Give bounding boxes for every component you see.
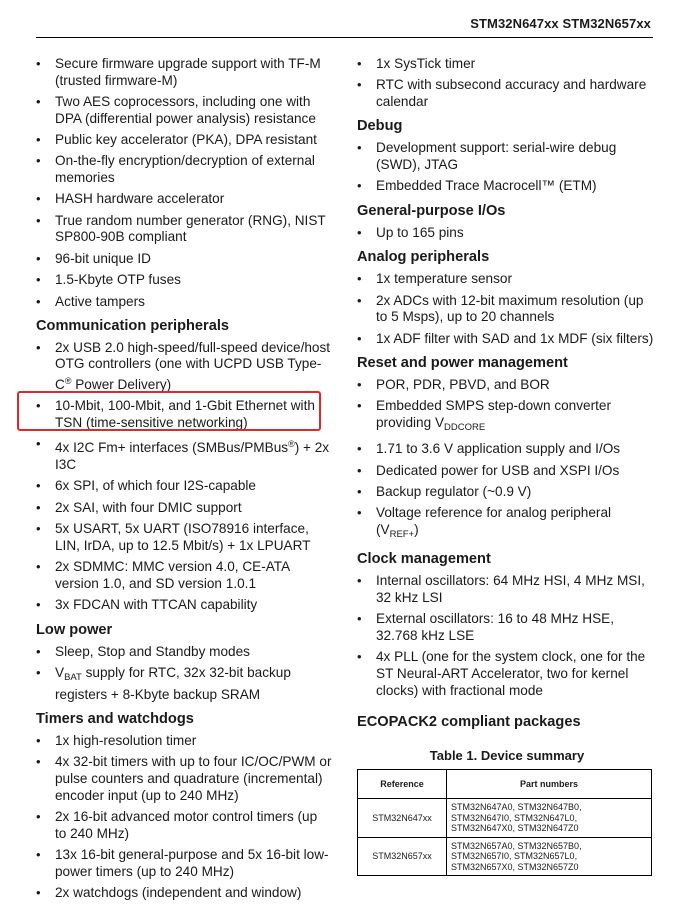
right-column — [357, 56, 657, 876]
page-header-title: STM32N647xx STM32N657xx — [470, 16, 651, 31]
list-item-text: 96-bit unique ID — [55, 250, 151, 266]
list-item-text: Embedded Trace Macrocell™ (ETM) — [376, 178, 597, 194]
list-item-text: 2x SDMMC: MMC version 4.0, CE-ATA version 1.0, and SD version 1.0.1 — [55, 559, 290, 591]
list-item-text: 4x I2C Fm+ interfaces (SMBus/PMBus — [55, 440, 289, 456]
security-list — [36, 56, 332, 310]
subscript: REF+ — [389, 529, 415, 541]
list-item: • 1.71 to 3.6 V application supply and I/Os — [357, 441, 621, 457]
list-item: • Up to 165 pins — [357, 224, 464, 240]
list-item: • Sleep, Stop and Standby modes — [36, 643, 250, 659]
table-title: Table 1. Device summary — [429, 748, 585, 764]
list-item: • True random number generator (RNG), NIST SP800-90B compliant — [36, 212, 326, 245]
table-cell-parts — [447, 799, 652, 838]
list-item-text: Internal oscillators: 64 MHz HSI, 4 MHz MSI, 32 kHz LSI — [376, 573, 645, 606]
list-item: • 1x high-resolution timer — [36, 732, 197, 748]
table-row — [358, 837, 652, 876]
list-item-text: 4x 32-bit timers with up to four IC/OC/PWM or pulse counters and quadrature (incremental) encoder input (up to 240 MHz) — [55, 754, 332, 803]
list-item: • $V_{BAT}$ supply for RTC, 32x 32-bit backup registers + 8-Kbyte backup SRAM — [36, 664, 291, 702]
section-heading-debug: Debug — [357, 118, 403, 135]
list-item-text: 2x USB 2.0 high-speed/full-speed device/host OTG controllers (one with UCPD USB Type-C — [55, 339, 331, 393]
table-cell-reference: STM32N647xx — [358, 799, 447, 838]
list-item: • On-the-fly encryption/decryption of external memories — [36, 153, 315, 185]
list-item: • 6x SPI, of which four I2S-capable — [36, 478, 256, 494]
debug-list — [357, 140, 657, 195]
section-heading-analog: Analog peripherals — [357, 249, 490, 266]
list-item-text: Active tampers — [55, 293, 145, 309]
list-item-text: 2x watchdogs (independent and window) — [55, 884, 302, 900]
timers-continued-list — [357, 56, 657, 111]
list-item-text: 5x USART, 5x UART (ISO78916 interface, LIN, IrDA, up to 12.5 Mbit/s) + 1x LPUART — [55, 521, 311, 553]
list-item: • POR, PDR, PBVD, and BOR — [357, 376, 550, 392]
list-item-text: POR, PDR, PBVD, and BOR — [376, 376, 550, 392]
list-item-text: 2x SAI, with four DMIC support — [55, 499, 242, 515]
list-item-text: Up to 165 pins — [376, 224, 464, 240]
list-item: • Development support: serial-wire debug (SWD), JTAG — [357, 140, 617, 172]
list-item: • External oscillators: 16 to 48 MHz HSE, 32.768 kHz LSE — [357, 611, 614, 644]
list-item: • Active tampers — [36, 293, 145, 309]
list-item: • 1x SysTick timer — [357, 56, 476, 71]
list-item: • RTC with subsecond accuracy and hardware calendar — [357, 77, 647, 109]
list-item-text: 1.71 to 3.6 V application supply and I/Os — [376, 441, 621, 457]
list-item: • Two AES coprocessors, including one with DPA (differential power analysis) resistance — [36, 93, 316, 126]
list-item-text: 3x FDCAN with TTCAN capability — [55, 597, 258, 613]
list-item-text: 10-Mbit, 100-Mbit, and 1-Gbit Ethernet with TSN (time-sensitive networking) — [55, 398, 315, 431]
list-item-text: External oscillators: 16 to 48 MHz HSE, 32.768 kHz LSE — [376, 611, 614, 644]
list-item: • 2x 16-bit advanced motor control timers (up to 240 MHz) — [36, 808, 318, 841]
list-item: • 1x ADF filter with SAD and 1x MDF (six filters) — [357, 330, 654, 346]
left-column — [36, 56, 332, 906]
column-header-part-numbers: Part numbers — [447, 770, 652, 799]
part-number-line: STM32N657A0, STM32N657B0, — [451, 840, 582, 851]
list-item: • 2x ADCs with 12-bit maximum resolution (up to 5 Msps), up to 20 channels — [357, 292, 644, 325]
list-item-text: 1x SysTick timer — [376, 56, 476, 71]
reset-power-list — [357, 377, 657, 544]
device-summary-table — [357, 769, 652, 876]
list-item-text: V — [55, 664, 65, 680]
part-number-line: STM32N647X0, STM32N647Z0 — [451, 823, 579, 834]
list-item-text: 1x high-resolution timer — [55, 732, 197, 748]
list-item-text: Dedicated power for USB and XSPI I/Os — [376, 462, 620, 478]
list-item-text: ) + 2x I3C — [55, 440, 330, 473]
list-item-text: HASH hardware accelerator — [55, 191, 225, 207]
list-item-text: supply for RTC, 32x 32-bit backup registers + 8-Kbyte backup SRAM — [55, 664, 291, 702]
list-item: • 13x 16-bit general-purpose and 5x 16-bit low-power timers (up to 240 MHz) — [36, 846, 329, 879]
list-item-text: RTC with subsecond accuracy and hardware calendar — [376, 77, 647, 109]
section-heading-reset-power: Reset and power management — [357, 354, 568, 371]
list-item-text: 1.5-Kbyte OTP fuses — [55, 272, 181, 288]
highlight-box — [17, 391, 321, 431]
list-item-text: Power Delivery) — [71, 377, 172, 393]
registered-mark: ® — [288, 439, 295, 450]
table-cell-parts — [447, 837, 652, 876]
table-row — [358, 799, 652, 838]
list-item: • Embedded Trace Macrocell™ (ETM) — [357, 178, 597, 194]
part-number-line: STM32N647I0, STM32N647L0, — [451, 812, 578, 823]
part-number-line: STM32N657I0, STM32N657L0, — [451, 851, 578, 862]
list-item: • 1x temperature sensor — [357, 271, 513, 287]
list-item-text: On-the-fly encryption/decryption of external memories — [55, 153, 315, 185]
subscript: BAT — [64, 671, 82, 683]
list-item-text: ) — [414, 522, 419, 538]
low-power-list — [36, 644, 332, 704]
part-number-line: STM32N657X0, STM32N657Z0 — [451, 861, 579, 872]
list-item: • 2x SAI, with four DMIC support — [36, 499, 242, 515]
section-heading-communication: Communication peripherals — [36, 317, 229, 334]
list-item-text: Sleep, Stop and Standby modes — [55, 643, 250, 659]
list-item: • Embedded SMPS step-down converter providing $V_{DDCORE}$ — [357, 398, 611, 433]
list-item: • 5x USART, 5x UART (ISO78916 interface, LIN, IrDA, up to 12.5 Mbit/s) + 1x LPUART — [36, 521, 311, 553]
section-heading-clock: Clock management — [357, 551, 491, 568]
section-heading-gpio: General-purpose I/Os — [357, 202, 506, 219]
list-item: • Voltage reference for analog peripheral $(V_{REF+})$ — [357, 505, 612, 541]
table-header-row — [358, 770, 652, 799]
clock-list — [357, 573, 657, 699]
registered-mark: ® — [64, 376, 72, 387]
list-item: • HASH hardware accelerator — [36, 191, 225, 207]
list-item-text: Embedded SMPS step-down converter providing V — [376, 398, 611, 430]
list-item: • Public key accelerator (PKA), DPA resistant — [36, 131, 317, 147]
list-item: • 4x I2C Fm+ interfaces (SMBus/PMBus®) + 2x I3C — [36, 436, 330, 473]
list-item-text: 4x PLL (one for the system clock, one for the ST Neural-ART Accelerator, two for kernel clocks) with fractional mode — [376, 649, 646, 698]
section-heading-timers: Timers and watchdogs — [36, 710, 194, 727]
list-item-text: Public key accelerator (PKA), DPA resistant — [55, 131, 317, 147]
list-item: • 2x SDMMC: MMC version 4.0, CE-ATA version 1.0, and SD version 1.0.1 — [36, 559, 290, 591]
list-item-text: True random number generator (RNG), NIST SP800-90B compliant — [55, 212, 326, 245]
list-item-text: 2x ADCs with 12-bit maximum resolution (up to 5 Msps), up to 20 channels — [376, 292, 644, 325]
list-item: • 96-bit unique ID — [36, 250, 151, 266]
timers-list — [36, 733, 332, 902]
list-item-text: Secure firmware upgrade support with TF-M (trusted firmware-M) — [55, 56, 321, 88]
list-item-ethernet: • 10-Mbit, 100-Mbit, and 1-Gbit Ethernet with TSN (time-sensitive networking) — [36, 398, 315, 431]
list-item-text: 1x temperature sensor — [376, 271, 513, 287]
list-item: • Backup regulator (~0.9 V) — [357, 484, 532, 500]
list-item-text: Two AES coprocessors, including one with DPA (differential power analysis) resistance — [55, 93, 316, 126]
subscript: DDCORE — [444, 421, 486, 433]
part-number-line: STM32N647A0, STM32N647B0, — [451, 802, 582, 813]
list-item-text: Backup regulator (~0.9 V) — [376, 484, 532, 500]
list-item: • 2x watchdogs (independent and window) — [36, 884, 302, 900]
list-item-text: 6x SPI, of which four I2S-capable — [55, 478, 256, 494]
gpio-list — [357, 225, 657, 242]
list-item: • Dedicated power for USB and XSPI I/Os — [357, 462, 620, 478]
list-item-text: 2x 16-bit advanced motor control timers (up to 240 MHz) — [55, 808, 318, 841]
list-item: • 1.5-Kbyte OTP fuses — [36, 272, 181, 288]
list-item: • 4x 32-bit timers with up to four IC/OC/PWM or pulse counters and quadrature (incremental) encoder input (up to 240 MHz) — [36, 754, 332, 803]
list-item: • 3x FDCAN with TTCAN capability — [36, 597, 258, 613]
list-item-text: Voltage reference for analog peripheral (V — [376, 505, 612, 538]
header-rule — [36, 37, 653, 38]
table-cell-reference: STM32N657xx — [358, 837, 447, 876]
list-item: • Internal oscillators: 64 MHz HSI, 4 MHz MSI, 32 kHz LSI — [357, 573, 645, 606]
analog-list — [357, 271, 657, 347]
list-item-text: 13x 16-bit general-purpose and 5x 16-bit low-power timers (up to 240 MHz) — [55, 846, 329, 879]
section-heading-ecopack: ECOPACK2 compliant packages — [357, 714, 581, 731]
column-header-reference: Reference — [358, 770, 447, 799]
list-item: • 4x PLL (one for the system clock, one for the ST Neural-ART Accelerator, two for kernel clocks) with fractional mode — [357, 649, 646, 698]
section-heading-low-power: Low power — [36, 621, 113, 638]
list-item: • 2x USB 2.0 high-speed/full-speed device/host OTG controllers (one with UCPD USB Type-C® Power Delivery) — [36, 339, 331, 393]
communication-list — [36, 340, 332, 614]
list-item-text: 1x ADF filter with SAD and 1x MDF (six filters) — [376, 330, 654, 346]
list-item-text: Development support: serial-wire debug (SWD), JTAG — [376, 140, 617, 172]
list-item: • Secure firmware upgrade support with TF-M (trusted firmware-M) — [36, 56, 321, 88]
